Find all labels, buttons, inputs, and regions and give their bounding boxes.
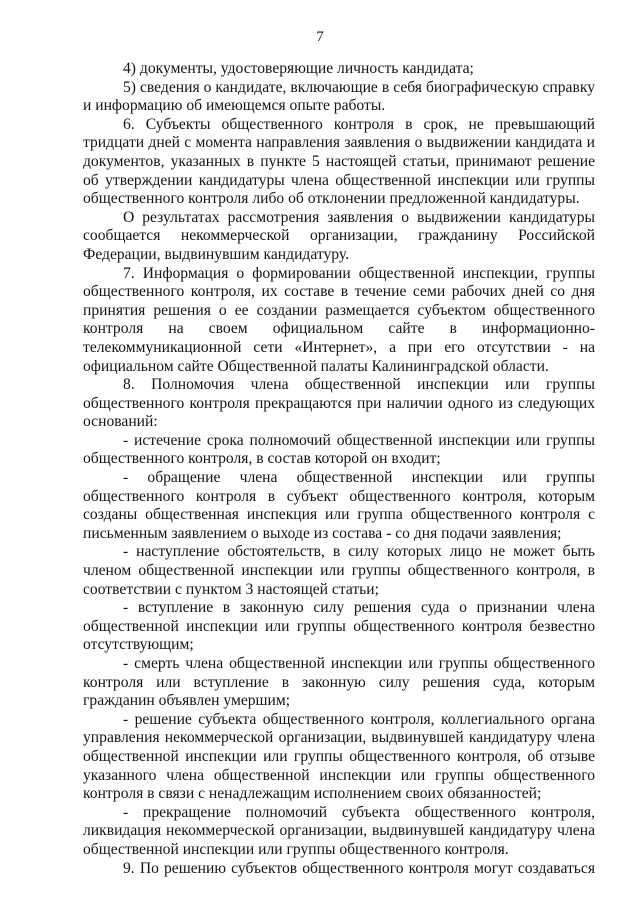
paragraph-termination-grounds: 8. Полномочия члена общественной инспекции или группы общественного контроля прекращаются при наличии одного из следующих оснований:: [83, 376, 595, 431]
paragraph-results-notice: О результатах рассмотрения заявления о выдвижении кандидатуры сообщается некоммерческой организации, гражданину Российской Федерации, выдвинувшим кандидатуру.: [83, 208, 595, 263]
paragraph-creation-by-decision: 9. По решению субъектов общественного контроля могут создаваться: [123, 859, 595, 877]
document-body: [83, 60, 595, 878]
paragraph-approval-term: 6. Субъекты общественного контроля в срок, не превышающий тридцати дней с момента направления заявления о выдвижении кандидата и документов, указанных в пункте 5 настоящей статьи, принимают решение об утверждении кандидатуры члена общественной инспекции или группы общественного контроля либо об отклонении предложенной кандидатуры.: [83, 115, 595, 208]
list-item-death: - смерть члена общественной инспекции или группы общественного контроля или вступление в законную силу решения суда, которым гражданин объявлен умершим;: [83, 655, 595, 710]
list-item-subject-termination: - прекращение полномочий субъекта общественного контроля, ликвидация некоммерческой организации, выдвинувшей кандидатуру члена общественной инспекции или группы общественного контроля.: [83, 803, 595, 858]
list-item-circumstances: - наступление обстоятельств, в силу которых лицо не может быть членом общественной инспекции или группы общественного контроля, в соответствии с пунктом 3 настоящей статьи;: [83, 543, 595, 598]
list-item-term-expiry: - истечение срока полномочий общественной инспекции или группы общественного контроля, в состав которой он входит;: [83, 431, 595, 468]
list-item-missing-person: - вступление в законную силу решения суда о признании члена общественной инспекции или группы общественного контроля безвестно отсутствующим;: [83, 599, 595, 654]
paragraph-identity-documents: 4) документы, удостоверяющие личность кандидата;: [123, 60, 474, 77]
page-number: 7: [316, 29, 324, 45]
paragraph-candidate-info: 5) сведения о кандидате, включающие в себя биографическую справку и информацию об имеющемся опыте работы.: [83, 78, 595, 115]
paragraph-info-publication: 7. Информация о формировании общественной инспекции, группы общественного контроля, их составе в течение семи рабочих дней со дня принятия решения о ее создании размещается субъектом общественного контроля на своем официальном сайте в информационно-телекоммуникационной сети «Интернет», а при его отсутствии - на официальном сайте Общественной палаты Калининградской области.: [83, 264, 595, 375]
list-item-recall-decision: - решение субъекта общественного контроля, коллегиального органа управления некоммерческой организации, выдвинувшей кандидатуру члена общественной инспекции или группы общественного контроля, об отзыве указанного члена общественной инспекции или группы общественного контроля в связи с ненадлежащим исполнением своих обязанностей;: [83, 710, 595, 803]
list-item-withdrawal-request: - обращение члена общественной инспекции или группы общественного контроля в субъект общественного контроля, которым созданы общественная инспекция или группа общественного контроля с письменным заявлением о выходе из состава - со дня подачи заявления;: [83, 469, 595, 542]
